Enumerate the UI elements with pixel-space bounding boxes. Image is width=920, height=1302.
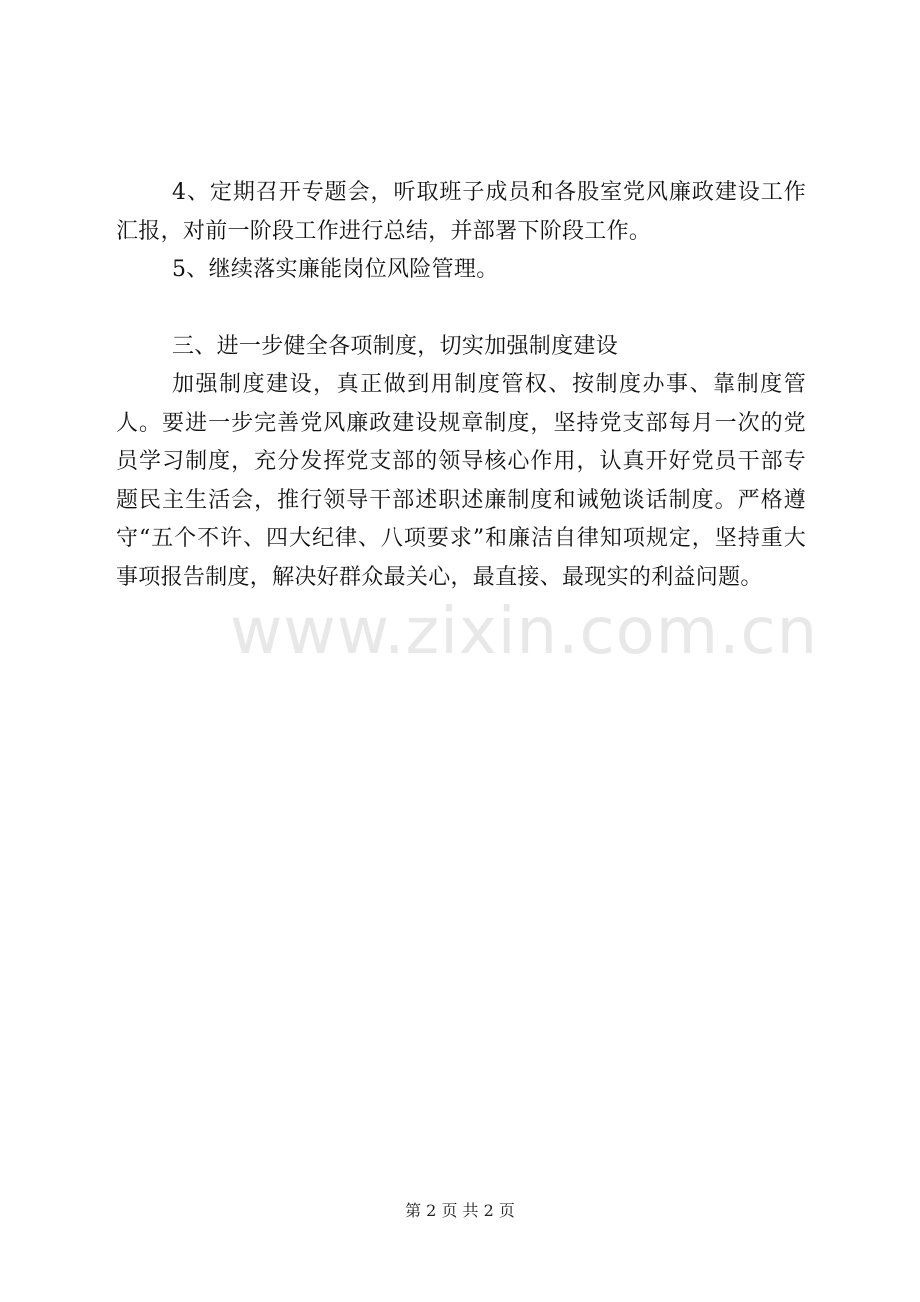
paragraph-item-4: 4、定期召开专题会，听取班子成员和各股室党风廉政建设工作汇报，对前一阶段工作进行总结，并部署下阶段工作。 <box>116 180 806 244</box>
section-heading: 三、进一步健全各项制度，切实加强制度建设 <box>172 334 619 359</box>
watermark: www.zixin.com.cn <box>230 595 819 669</box>
paragraph-body: 加强制度建设，真正做到用制度管权、按制度办事、靠制度管人。要进一步完善党风廉政建设规章制度，坚持党支部每月一次的党员学习制度，充分发挥党支部的领导核心作用，认真开好党员干部专题民主生活会，推行领导干部述职述廉制度和诫勉谈话制度。严格遵守“五个不许、四大纪律、八项要求”和廉洁自律知项规定，坚持重大事项报告制度，解决好群众最关心，最直接、最现实的利益问题。 <box>116 372 806 590</box>
page-footer: 第 2 页 共 2 页 <box>405 1201 515 1220</box>
paragraph-item-5: 5、继续落实廉能岗位风险管理。 <box>172 257 499 282</box>
